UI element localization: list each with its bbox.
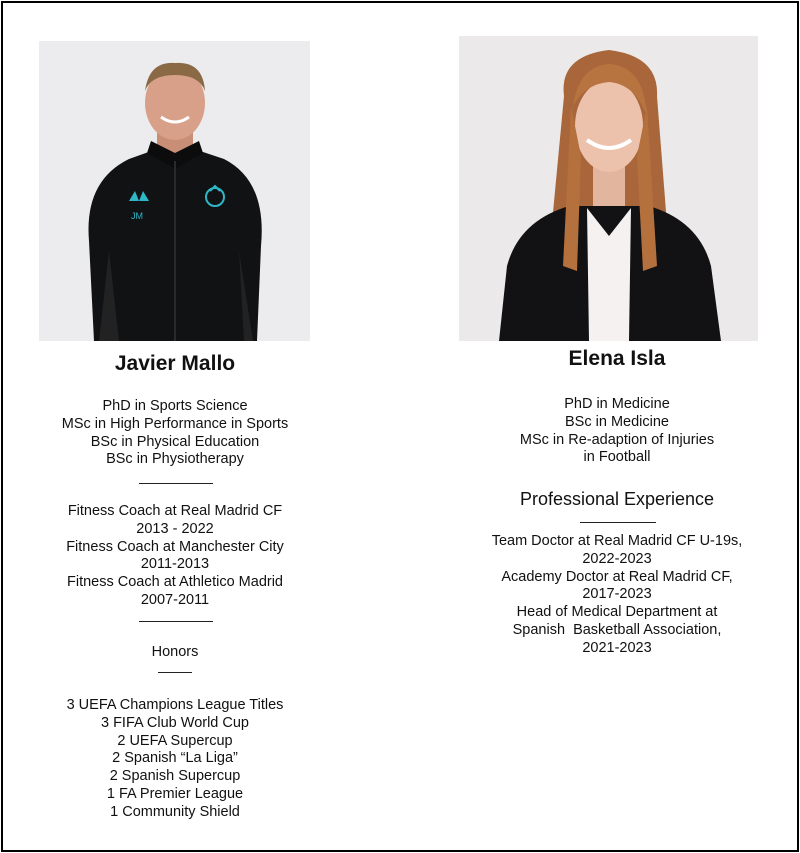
experience-line: 2011-2013 — [140, 556, 210, 573]
divider — [158, 672, 192, 673]
experience-line: Fitness Coach at Manchester City — [66, 538, 284, 555]
experience-line: Head of Medical Department at — [516, 604, 718, 621]
experience-line: 2013 - 2022 — [136, 520, 214, 537]
javier-mallo-honors — [20, 697, 330, 822]
experience-line: Spanish Basketball Association, — [512, 621, 722, 638]
divider — [580, 522, 656, 523]
elena-isla-name: Elena Isla — [568, 347, 666, 370]
honor-line: 3 UEFA Champions League Titles — [66, 697, 284, 713]
jacket-initials: JM — [131, 211, 143, 221]
education-line: in Football — [583, 449, 651, 466]
professional-experience-heading: Professional Experience — [519, 489, 715, 509]
javier-mallo-name: Javier Mallo — [114, 352, 236, 375]
honor-line: 1 FA Premier League — [106, 785, 244, 802]
experience-line: Fitness Coach at Athletico Madrid — [67, 574, 283, 591]
education-line: PhD in Sports Science — [102, 398, 248, 414]
education-line: MSc in High Performance in Sports — [61, 415, 289, 432]
experience-line: 2007-2011 — [140, 591, 210, 608]
honors-heading: Honors — [151, 644, 199, 660]
education-line: MSc in Re-adaption of Injuries — [519, 431, 715, 448]
education-line: BSc in Physiotherapy — [106, 451, 244, 468]
experience-line: Academy Doctor at Real Madrid CF, — [501, 568, 733, 585]
honor-line: 1 Community Shield — [110, 803, 240, 820]
javier-mallo-photo — [39, 41, 310, 341]
honor-line: 2 Spanish “La Liga” — [112, 750, 238, 767]
divider — [139, 483, 213, 484]
divider — [139, 621, 213, 622]
education-line: BSc in Medicine — [565, 413, 669, 430]
experience-line: 2021-2023 — [582, 639, 652, 656]
honor-line: 2 Spanish Supercup — [109, 768, 241, 785]
javier-mallo-education — [20, 398, 330, 469]
education-line: PhD in Medicine — [564, 396, 670, 412]
honor-line: 2 UEFA Supercup — [117, 732, 233, 749]
experience-line: Team Doctor at Real Madrid CF U-19s, — [491, 533, 743, 549]
elena-isla-photo — [459, 36, 758, 341]
javier-mallo-experience — [20, 503, 330, 610]
experience-line: 2017-2023 — [582, 586, 652, 603]
elena-isla-education — [452, 396, 782, 467]
honor-line: 3 FIFA Club World Cup — [100, 714, 250, 731]
experience-line: Fitness Coach at Real Madrid CF — [67, 503, 283, 519]
elena-isla-experience — [452, 533, 782, 658]
experience-line: 2022-2023 — [582, 550, 652, 567]
education-line: BSc in Physical Education — [90, 433, 260, 450]
